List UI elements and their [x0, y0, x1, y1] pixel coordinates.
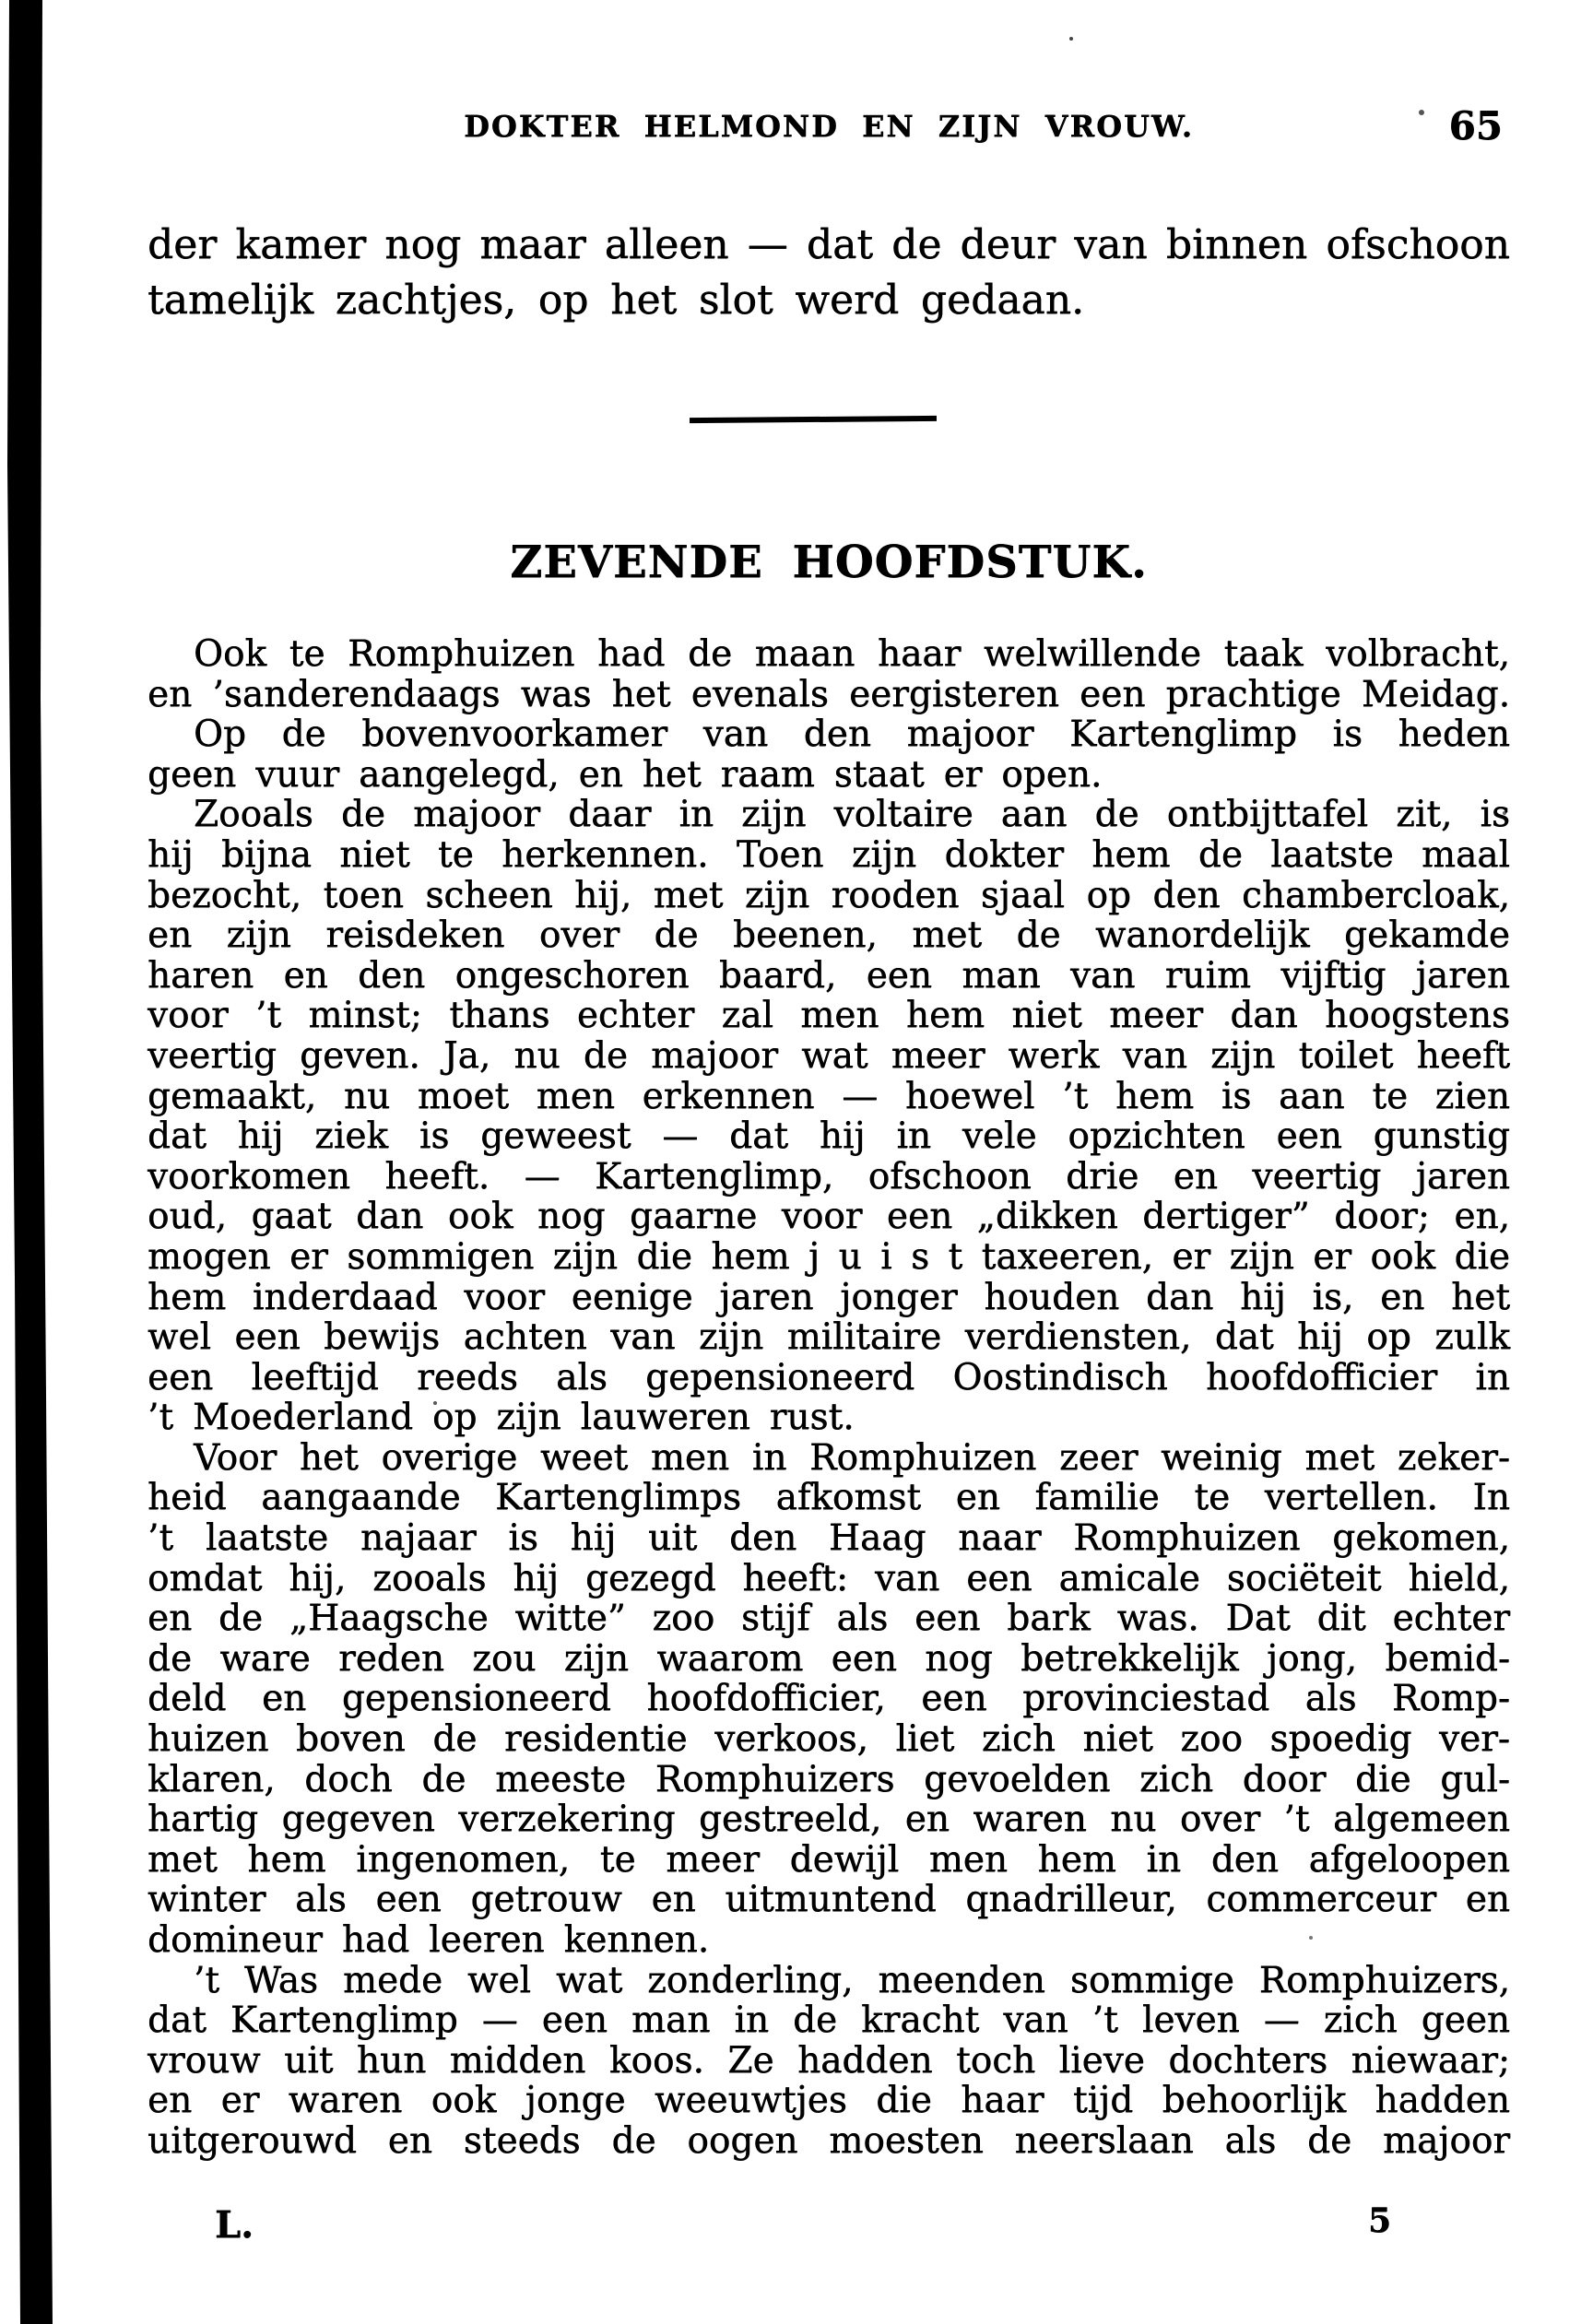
text-line: oud, gaat dan ook nog gaarne voor een „dikken dertiger” door; en,: [147, 1196, 1510, 1238]
signature-mark-sheet: 5: [1368, 2201, 1392, 2240]
paragraph: [147, 1438, 1510, 1961]
text-line: hij bijna niet te herkennen. Toen zijn dokter hem de laatste maal: [147, 833, 1510, 876]
text-line: dat Kartenglimp — een man in de kracht van ’t leven — zich geen: [147, 2000, 1510, 2042]
scan-speck: [1069, 37, 1073, 41]
text-line: heid aangaande Kartenglimps afkomst en familie te vertellen. In: [147, 1477, 1510, 1519]
text-line: ’t Moederland op zijn lauweren rust.: [147, 1397, 855, 1439]
text-line: haren en den ongeschoren baard, een man van ruim vijftig jaren: [147, 954, 1510, 997]
text-line: winter als een getrouw en uitmuntend qnadrilleur, commerceur en: [147, 1879, 1510, 1921]
text-line: en zijn reisdeken over de beenen, met de wanordelijk gekamde: [147, 914, 1510, 957]
text-line: gemaakt, nu moet men erkennen — hoewel ’t hem is aan te zien: [147, 1075, 1510, 1117]
text-line: en er waren ook jonge weeuwtjes die haar tijd behoorlijk hadden: [147, 2080, 1510, 2122]
paragraph: [147, 795, 1510, 1438]
page-number: 65: [1448, 103, 1503, 148]
text-line: veertig geven. Ja, nu de majoor wat meer werk van zijn toilet heeft: [147, 1034, 1510, 1077]
text-line: wel een bewijs achten van zijn militaire verdiensten, dat hij op zulk: [147, 1316, 1510, 1359]
text-line: klaren, doch de meeste Romphuizers gevoelden zich door die gul-: [147, 1758, 1510, 1800]
chapter-body-text: [147, 634, 1510, 2162]
text-line: domineur had leeren kennen.: [147, 1919, 710, 1961]
section-divider-rule: [690, 416, 937, 423]
continuation-paragraph-block: [147, 218, 1510, 328]
running-title: DOKTER HELMOND EN ZIJN VROUW.: [464, 109, 1194, 144]
text-line: Op de bovenvoorkamer van den majoor Kartenglimp is heden: [194, 714, 1510, 756]
binding-shadow-bar: [0, 0, 57, 2324]
signature-mark-volume: L.: [215, 2203, 254, 2247]
paragraph: [147, 714, 1510, 795]
text-line: dat hij ziek is geweest — dat hij in vele opzichten een gunstig: [147, 1115, 1510, 1158]
text-line: ’t Was mede wel wat zonderling, meenden sommige Romphuizers,: [194, 1959, 1510, 2001]
text-line: en ’sanderendaags was het evenals eergisteren een prachtige Meidag.: [147, 673, 1510, 715]
text-line: vrouw uit hun midden koos. Ze hadden toch lieve dochters niewaar;: [147, 2039, 1510, 2082]
text-line: met hem ingenomen, te meer dewijl men hem in den afgeloopen: [147, 1838, 1510, 1881]
paragraph: [147, 1961, 1510, 2162]
text-line: en de „Haagsche witte” zoo stijf als een bark was. Dat dit echter: [147, 1598, 1510, 1640]
text-line: hem inderdaad voor eenige jaren jonger houden dan hij is, en het: [147, 1276, 1510, 1318]
text-line: ’t laatste najaar is hij uit den Haag naar Romphuizen gekomen,: [147, 1517, 1510, 1560]
paragraph: [147, 634, 1510, 714]
text-line: omdat hij, zooals hij gezegd heeft: van een amicale sociëteit hield,: [147, 1557, 1510, 1599]
text-line: tamelijk zachtjes, op het slot werd gedaan.: [147, 277, 1085, 324]
text-line: voorkomen heeft. — Kartenglimp, ofschoon drie en veertig jaren: [147, 1155, 1510, 1197]
paragraph: [147, 218, 1510, 328]
text-line: mogen er sommigen zijn die hem j u i s t taxeeren, er zijn er ook die: [147, 1235, 1510, 1278]
text-line: Ook te Romphuizen had de maan haar welwillende taak volbracht,: [194, 633, 1510, 675]
text-line: geen vuur aangelegd, en het raam staat er open.: [147, 753, 1103, 796]
text-line: de ware reden zou zijn waarom een nog betrekkelijk jong, bemid-: [147, 1637, 1510, 1680]
text-line: der kamer nog maar alleen — dat de deur van binnen ofschoon: [147, 221, 1510, 268]
text-line: uitgerouwd en steeds de oogen moesten neerslaan als de majoor: [147, 2119, 1510, 2162]
text-line: deld en gepensioneerd hoofdofficier, een provinciestad als Romp-: [147, 1678, 1510, 1720]
text-line: bezocht, toen scheen hij, met zijn rooden sjaal op den chambercloak,: [147, 874, 1510, 916]
text-line: huizen boven de residentie verkoos, liet zich niet zoo spoedig ver-: [147, 1718, 1510, 1761]
text-line: voor ’t minst; thans echter zal men hem niet meer dan hoogstens: [147, 995, 1510, 1037]
chapter-heading: ZEVENDE HOOFDSTUK.: [510, 537, 1148, 588]
running-header: [147, 103, 1510, 148]
text-line: hartig gegeven verzekering gestreeld, en waren nu over ’t algemeen: [147, 1799, 1510, 1841]
text-line: een leeftijd reeds als gepensioneerd Oostindisch hoofdofficier in: [147, 1356, 1510, 1398]
text-line: Voor het overige weet men in Romphuizen zeer weinig met zeker-: [194, 1436, 1510, 1479]
text-line: Zooals de majoor daar in zijn voltaire aan de ontbijttafel zit, is: [194, 794, 1510, 836]
